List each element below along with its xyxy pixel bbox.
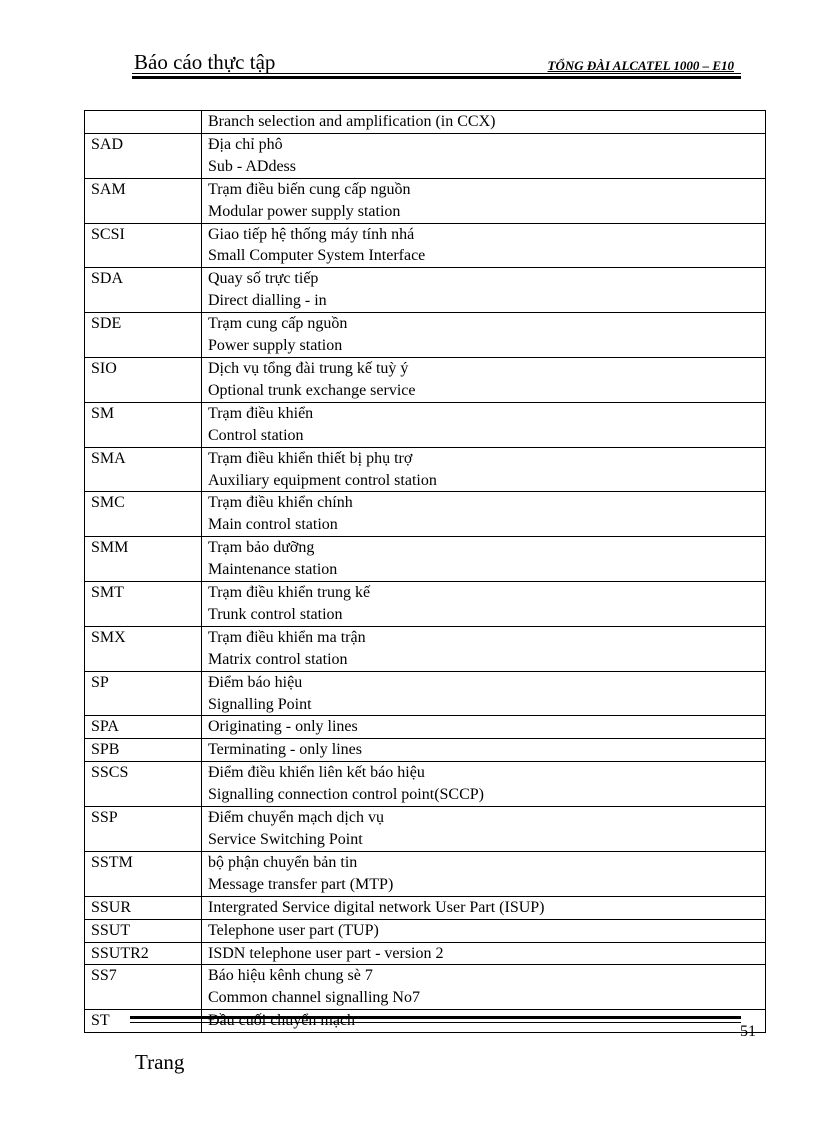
description-line: ISDN telephone user part - version 2 [208, 944, 444, 962]
table-row [85, 965, 766, 1010]
abbreviation-description [202, 807, 766, 852]
table-row [85, 896, 766, 919]
table-row [85, 716, 766, 739]
description-line: Dịch vụ tổng đài trung kế tuỳ ý [208, 359, 409, 377]
abbreviation-code: SDA [85, 268, 202, 313]
description-line: Direct dialling - in [208, 292, 327, 310]
abbreviation-code: SSP [85, 807, 202, 852]
description-line: Main control station [208, 516, 338, 534]
description-line: Trạm bảo dưỡng [208, 539, 315, 557]
abbreviation-description [202, 268, 766, 313]
table-row [85, 919, 766, 942]
abbreviation-code: SCSI [85, 223, 202, 268]
description-line: Trạm điều khiển chính [208, 494, 353, 512]
description-line: Điểm báo hiệu [208, 673, 303, 691]
description-line: Modular power supply station [208, 202, 401, 220]
abbreviation-description [202, 178, 766, 223]
abbreviation-description [202, 537, 766, 582]
description-line: Small Computer System Interface [208, 247, 426, 265]
abbreviation-code: SMC [85, 492, 202, 537]
abbreviation-description [202, 896, 766, 919]
description-line: Power supply station [208, 337, 343, 355]
description-line: Trạm điều khiển thiết bị phụ trợ [208, 449, 413, 467]
abbreviation-code: SAD [85, 133, 202, 178]
abbreviation-description [202, 357, 766, 402]
abbreviation-description [202, 313, 766, 358]
table-row [85, 178, 766, 223]
description-line: Intergrated Service digital network User Part (ISUP) [208, 898, 545, 916]
table-row [85, 537, 766, 582]
footer-trang-label: Trang [135, 1050, 185, 1074]
description-line: bộ phận chuyển bản tin [208, 853, 358, 871]
abbreviation-code: SSCS [85, 762, 202, 807]
abbreviation-description [202, 111, 766, 134]
description-line: Maintenance station [208, 561, 338, 579]
description-line: Signalling Point [208, 695, 312, 713]
description-line: Giao tiếp hệ thống máy tính nhá [208, 225, 415, 243]
abbreviation-code: SSUTR2 [85, 942, 202, 965]
abbreviation-code: ST [85, 1010, 202, 1033]
abbreviation-code: SMX [85, 626, 202, 671]
description-line: Quay số trực tiếp [208, 270, 319, 288]
description-line: Branch selection and amplification (in CCX) [208, 113, 496, 130]
description-line: Service Switching Point [208, 831, 363, 848]
description-line: Trạm điều khiển trung kế [208, 584, 371, 602]
abbreviation-code: SPA [85, 716, 202, 739]
table-row [85, 357, 766, 402]
abbreviation-description [202, 492, 766, 537]
abbreviation-code: SMM [85, 537, 202, 582]
description-line: Matrix control station [208, 650, 348, 668]
description-line: Điểm điều khiển liên kết báo hiệu [208, 764, 425, 782]
description-line: Signalling connection control point(SCCP) [208, 786, 484, 804]
header-document-title: TỔNG ĐÀI ALCATEL 1000 – E10 [547, 58, 734, 73]
description-line: Trạm điều khiển [208, 404, 314, 422]
abbreviation-description [202, 447, 766, 492]
description-line: Trunk control station [208, 605, 343, 623]
description-line: Sub - ADdess [208, 157, 297, 175]
abbreviation-code: SS7 [85, 965, 202, 1010]
table-row [85, 762, 766, 807]
description-line: Common channel signalling No7 [208, 989, 420, 1007]
table-row [85, 492, 766, 537]
description-line: Control station [208, 426, 304, 444]
description-line: Auxiliary equipment control station [208, 471, 437, 489]
table-row [85, 582, 766, 627]
abbreviation-code: SSUT [85, 919, 202, 942]
abbreviation-code: SMA [85, 447, 202, 492]
description-line: Optional trunk exchange service [208, 381, 416, 399]
description-line: Báo hiệu kênh chung sè 7 [208, 967, 373, 985]
description-line: Đầu cuối chuyển mạch [208, 1012, 356, 1030]
description-line: Originating - only lines [208, 718, 358, 736]
description-line: Trạm cung cấp nguồn [208, 315, 348, 333]
description-line: Địa chỉ phô [208, 135, 283, 153]
abbreviation-code: SMT [85, 582, 202, 627]
abbreviation-description [202, 739, 766, 762]
table-row [85, 851, 766, 896]
abbreviation-code [85, 111, 202, 134]
abbreviation-description [202, 582, 766, 627]
table-row [85, 111, 766, 134]
abbreviation-description [202, 942, 766, 965]
header-report-title: Báo cáo thực tập [134, 50, 276, 74]
abbreviation-code: SAM [85, 178, 202, 223]
abbreviation-description [202, 919, 766, 942]
description-line: Trạm điều biến cung cấp nguồn [208, 180, 411, 198]
table-row [85, 942, 766, 965]
abbreviation-description [202, 133, 766, 178]
abbreviation-code: SDE [85, 313, 202, 358]
header-rule [132, 73, 741, 74]
abbreviation-description [202, 851, 766, 896]
abbreviation-table-body [85, 111, 766, 1033]
abbreviation-description [202, 965, 766, 1010]
table-row [85, 739, 766, 762]
abbreviation-description [202, 223, 766, 268]
abbreviation-description [202, 402, 766, 447]
abbreviation-code: SM [85, 402, 202, 447]
page-number: 51 [740, 1023, 756, 1040]
abbreviation-code: SSTM [85, 851, 202, 896]
abbreviation-code: SSUR [85, 896, 202, 919]
table-row [85, 447, 766, 492]
abbreviation-description [202, 626, 766, 671]
abbreviation-code: SPB [85, 739, 202, 762]
header-rule-thick [132, 76, 741, 79]
abbreviation-description [202, 671, 766, 716]
table-row [85, 626, 766, 671]
table-row [85, 268, 766, 313]
table-row [85, 223, 766, 268]
description-line: Điểm chuyển mạch dịch vụ [208, 809, 384, 827]
description-line: Terminating - only lines [208, 741, 362, 759]
table-row [85, 133, 766, 178]
abbreviation-table [84, 110, 766, 1033]
description-line: Telephone user part (TUP) [208, 921, 379, 939]
abbreviation-description [202, 762, 766, 807]
abbreviation-code: SP [85, 671, 202, 716]
table-row [85, 671, 766, 716]
description-line: Trạm điều khiển ma trận [208, 628, 366, 646]
table-row [85, 313, 766, 358]
table-row [85, 402, 766, 447]
abbreviation-description [202, 716, 766, 739]
description-line: Message transfer part (MTP) [208, 875, 394, 893]
abbreviation-code: SIO [85, 357, 202, 402]
table-row [85, 807, 766, 852]
footer-rule [130, 1022, 741, 1023]
footer-rule-thick [130, 1016, 741, 1019]
